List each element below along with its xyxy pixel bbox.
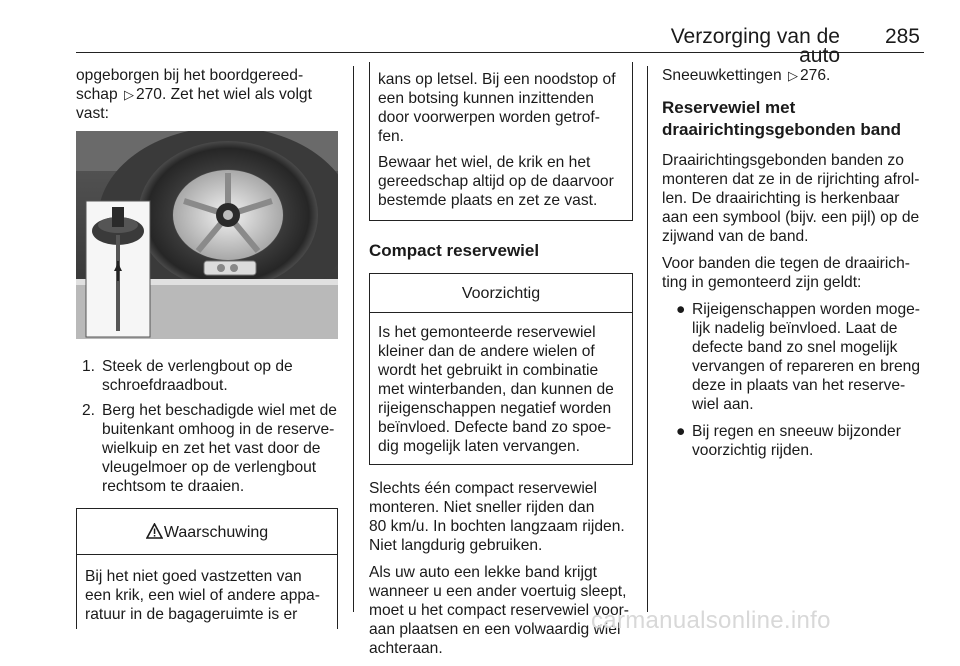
reverse-mounted-bullets — [662, 300, 924, 460]
bullet-icon: ● — [676, 301, 686, 318]
column-divider — [353, 66, 354, 612]
running-header-title: Verzorging van de auto — [670, 25, 840, 67]
column-1 — [76, 66, 338, 629]
warning-box-continued — [369, 62, 633, 221]
list-item: 1. Steek de verlengbout op de schroefdraadbout. — [82, 358, 293, 394]
warning-triangle-icon — [146, 523, 163, 539]
mounting-steps — [76, 357, 338, 496]
bullet-icon: ● — [676, 423, 686, 440]
column-2 — [369, 62, 633, 666]
section-title-compact-spare: Compact reservewiel — [369, 241, 540, 260]
directional-tyre-paragraph: Draairichtingsgebonden banden zo monteren dat ze in de rijrichting afrol- len. De draairichting is herkenbaar aan een symbool (bijv. een pijl) op de zijwand van de band. — [662, 152, 920, 245]
caution-box — [369, 273, 633, 465]
warning-storage-paragraph: Bewaar het wiel, de krik en het gereedschap altijd op de daarvoor bestemde plaats en zet ze vast. — [378, 154, 614, 209]
reference-arrow-icon: ▷ — [123, 87, 134, 102]
reverse-mounted-paragraph: Voor banden die tegen de draairich- ting in gemonteerd zijn geldt: — [662, 255, 910, 291]
list-item: ● Rijeigenschappen worden moge- lijk nadelig beïnvloed. Laat de defecte band zo snel mogelijk vervangen of repareren en breng deze in plaats van het reserve- wiel aan. — [676, 301, 920, 413]
column-3 — [662, 66, 924, 468]
reference-arrow-icon: ▷ — [787, 68, 798, 83]
page-number: 285 — [884, 25, 920, 48]
page-reference[interactable]: 276 — [799, 67, 827, 84]
header-rule — [76, 52, 924, 53]
caution-box-body: Is het gemonteerde reservewiel kleiner dan de andere wielen of wordt het gebruikt in combinatie met winterbanden, dan kunnen de rijeigenschappen negatief worden beïnvloed. Defecte band zo spoe- dig mogelijk laten vervangen. — [378, 324, 614, 455]
section-title-directional-tyre: Reservewiel met draairichtingsgebonden band — [662, 98, 901, 139]
warning-box-header: Waarschuwing — [77, 509, 337, 555]
column-divider — [647, 66, 648, 612]
list-item: ● Bij regen en sneeuw bijzonder voorzichtig rijden. — [676, 423, 901, 459]
warning-box — [76, 508, 338, 629]
page-reference[interactable]: 270 — [135, 86, 162, 103]
snow-chains-reference: Sneeuwkettingen ▷ 276. — [662, 67, 831, 84]
warning-continued-paragraph: kans op letsel. Bij een noodstop of een botsing kunnen inzittenden door voorwerpen worden getrof- fen. — [378, 71, 616, 145]
spare-wheel-illustration — [76, 131, 338, 339]
list-item: 2. Berg het beschadigde wiel met de buitenkant omhoog in de reserve- wielkuip en zet het vast door de vleugelmoer op de verlengbout rechtsom te draaien. — [82, 402, 337, 495]
warning-box-body: Bij het niet goed vastzetten van een krik, een wiel of andere appa- ratuur in de bagageruimte is er — [85, 568, 320, 623]
intro-paragraph: opgeborgen bij het boordgereed- schap ▷ 270. Zet het wiel als volgt vast: — [76, 67, 312, 122]
caution-box-header: Voorzichtig — [370, 274, 632, 313]
towing-paragraph: Als uw auto een lekke band krijgt wanneer u een ander voertuig sleept, moet u het compact reservewiel voor- aan plaatsen en een volwaardig wiel achteraan. — [369, 564, 629, 657]
watermark: carmanualsonline.info — [591, 607, 831, 634]
compact-spare-paragraph: Slechts één compact reservewiel monteren. Niet sneller rijden dan 80 km/u. In bochten langzaam rijden. Niet langdurig gebruiken. — [369, 480, 625, 554]
